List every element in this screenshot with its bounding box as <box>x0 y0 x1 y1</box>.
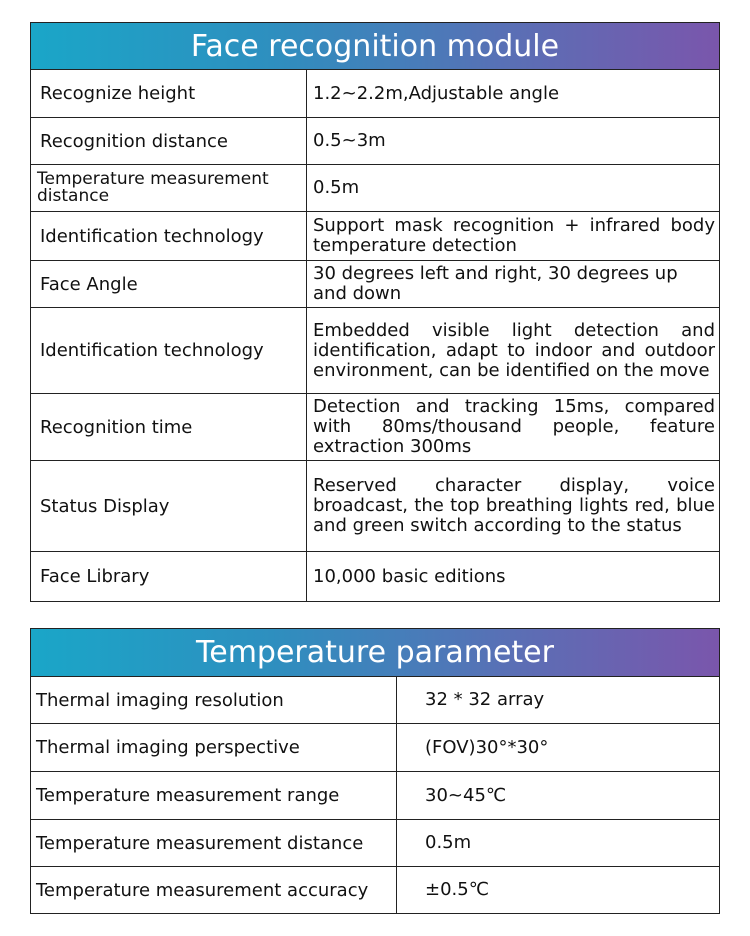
table-row <box>31 724 719 772</box>
spec-label: Temperature measurement range <box>31 772 397 819</box>
face-recognition-title: Face recognition module <box>31 23 719 70</box>
spec-label: Status Display <box>31 461 307 551</box>
temperature-parameter-title: Temperature parameter <box>31 629 719 677</box>
spec-label: Thermal imaging resolution <box>31 677 397 723</box>
spec-label: Face Library <box>31 552 307 601</box>
spec-value: 0.5~3m <box>313 130 386 151</box>
table-row <box>31 867 719 913</box>
spec-value: Support mask recognition + infrared body temperature detection <box>313 215 715 256</box>
spec-value: Reserved character display, voice broadcast, the top breathing lights red, blue and green switch according to the status <box>313 475 715 536</box>
spec-label: Recognition time <box>31 394 307 460</box>
face-recognition-spec-table <box>30 22 720 602</box>
spec-label: Face Angle <box>31 261 307 307</box>
spec-value: 10,000 basic editions <box>313 565 506 587</box>
table-row <box>31 394 719 461</box>
spec-value: 30~45℃ <box>425 784 507 806</box>
temperature-parameter-table <box>30 628 720 914</box>
spec-value: 1.2~2.2m,Adjustable angle <box>313 82 560 104</box>
table-row <box>31 118 719 165</box>
table-row <box>31 165 719 212</box>
table-row <box>31 820 719 867</box>
spec-label: Temperature measurement accuracy <box>31 867 397 913</box>
spec-label: Identification technology <box>31 212 307 260</box>
spec-label: Temperature measurement distance <box>31 165 307 211</box>
table-row <box>31 308 719 394</box>
spec-label: Thermal imaging perspective <box>31 724 397 771</box>
spec-label: Temperature measurement distance <box>31 820 397 866</box>
spec-value: 32 * 32 array <box>425 689 545 710</box>
spec-label: Recognition distance <box>31 118 307 164</box>
table-row <box>31 261 719 308</box>
spec-value: Embedded visible light detection and identification, adapt to indoor and outdoor environment, can be identified on the move <box>313 319 715 381</box>
spec-value: ±0.5℃ <box>425 879 489 900</box>
spec-label: Recognize height <box>31 70 307 117</box>
table-row <box>31 461 719 552</box>
table-row <box>31 70 719 118</box>
spec-value: 0.5m <box>425 832 472 853</box>
table-row <box>31 552 719 601</box>
table-row <box>31 212 719 261</box>
spec-value: (FOV)30°*30° <box>425 736 549 758</box>
spec-value: Detection and tracking 15ms, compared with 80ms/thousand people, feature extraction 300ms <box>313 396 715 457</box>
spec-label: Identification technology <box>31 308 307 393</box>
table-row <box>31 677 719 724</box>
spec-value: 0.5m <box>313 177 360 198</box>
table-row <box>31 772 719 820</box>
spec-value: 30 degrees left and right, 30 degrees up and down <box>313 263 678 304</box>
